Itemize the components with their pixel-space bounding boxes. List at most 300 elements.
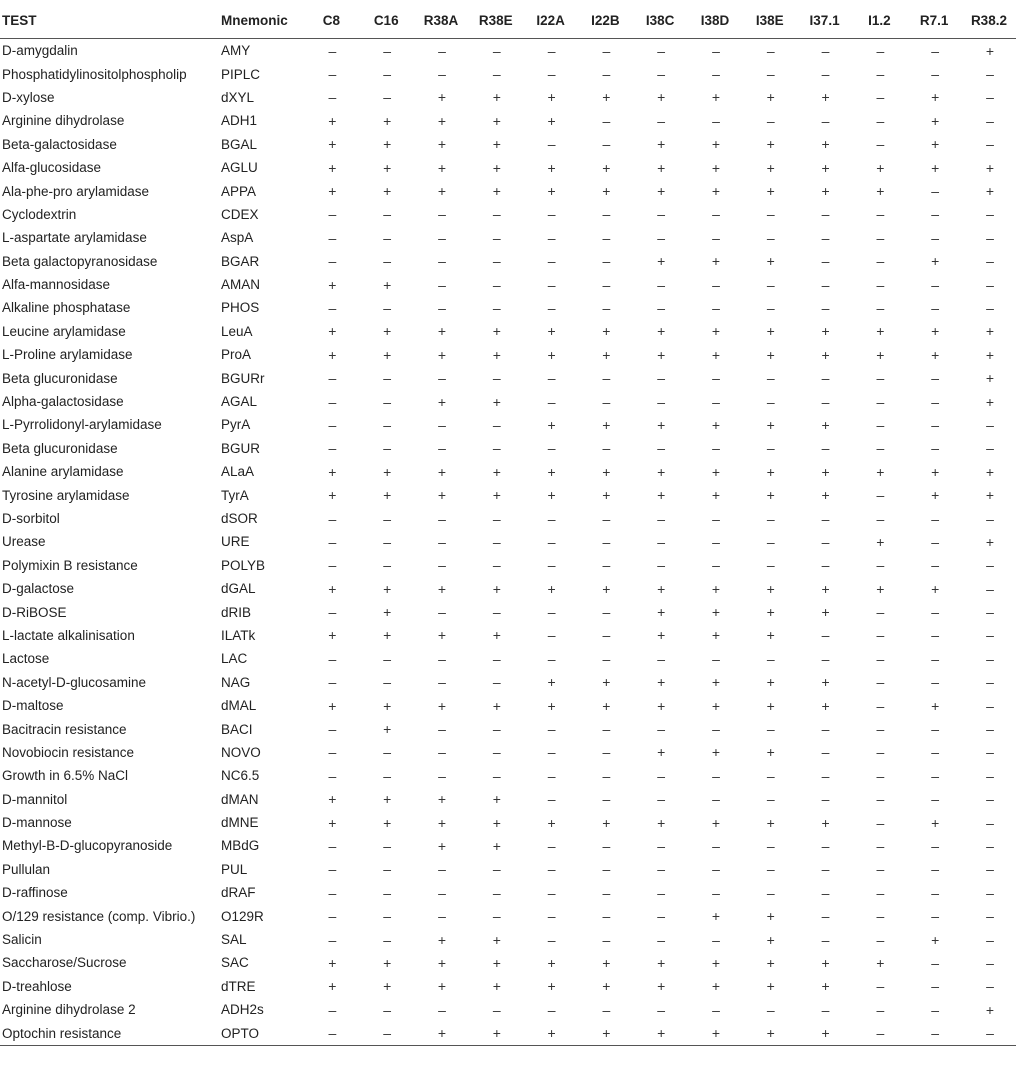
result-cell: + [602,580,611,597]
result-cell: + [985,533,995,550]
result-cell: + [437,954,447,971]
result-cell: – [712,299,720,316]
test-name-cell: Alfa-mannosidase [2,277,111,293]
result-cell: + [657,978,666,995]
result-cell: + [437,112,447,129]
mnemonic-cell: ALaA [221,464,255,480]
test-name-cell: N-acetyl-D-glucosamine [2,674,147,690]
result-cell: + [547,580,556,597]
result-cell: – [712,370,720,387]
result-cell: – [931,533,940,550]
result-cell: – [328,1001,337,1018]
result-cell: + [742,1021,797,1045]
result-cell: – [766,370,775,387]
result-cell: – [602,861,611,878]
result-cell: + [328,463,337,480]
result-cell: – [712,791,720,808]
result-cell: + [492,89,501,106]
test-name-cell: D-RiBOSE [2,604,67,620]
result-cell: + [821,697,830,714]
result-cell: – [657,66,666,83]
result-cell: – [986,112,994,129]
result-cell: – [766,66,775,83]
result-cell: + [876,183,885,200]
result-cell: – [712,931,720,948]
result-cell: – [821,557,830,574]
result-cell: – [492,721,501,738]
result-cell: + [383,604,392,621]
result-cell: – [986,440,994,457]
result-cell: + [821,580,830,597]
result-cell: + [876,346,885,363]
result-cell: – [547,837,556,854]
result-cell: + [437,159,447,176]
mnemonic-cell: PHOS [221,300,260,316]
mnemonic-cell: AMAN [221,277,261,293]
result-cell: + [328,159,337,176]
result-cell: + [547,346,556,363]
result-cell: + [711,89,721,106]
result-cell: – [438,767,446,784]
result-cell: + [492,627,501,644]
result-cell: – [986,791,994,808]
result-cell: + [657,744,666,761]
result-cell: – [492,229,501,246]
result-cell: – [821,908,830,925]
result-cell: + [437,393,447,410]
mnemonic-cell: dMAL [221,698,257,714]
result-cell: – [438,253,446,270]
result-cell: – [931,744,940,761]
result-cell: + [931,323,940,340]
result-cell: + [547,159,556,176]
table-row [0,507,1016,530]
result-cell: – [931,604,940,621]
result-cell: – [383,931,392,948]
result-cell: – [876,42,885,59]
result-cell: + [492,487,501,504]
result-cell: – [962,1021,1016,1045]
result-cell: – [438,299,446,316]
result-cell: – [438,440,446,457]
result-cell: – [876,393,885,410]
result-cell: – [383,416,392,433]
result-cell: – [986,510,994,527]
result-cell: – [328,253,337,270]
result-cell: – [438,721,446,738]
result-cell: + [492,931,501,948]
result-cell: – [657,393,666,410]
result-cell: – [602,370,611,387]
result-cell: – [383,393,392,410]
result-cell: – [876,112,885,129]
result-cell: – [821,510,830,527]
result-cell: – [438,416,446,433]
result-cell: – [876,674,885,691]
result-cell: – [547,931,556,948]
result-cell: + [766,487,775,504]
result-cell: – [712,861,720,878]
result-cell: + [821,159,830,176]
result-cell: – [821,229,830,246]
result-cell: – [876,744,885,761]
result-cell: – [931,510,940,527]
result-cell: – [876,557,885,574]
result-cell: – [492,674,501,691]
result-cell: – [547,650,556,667]
result-cell: + [492,346,501,363]
result-cell: – [328,393,337,410]
result-cell: – [328,440,337,457]
result-cell: – [602,721,611,738]
result-cell: – [602,791,611,808]
result-cell: – [492,510,501,527]
result-cell: – [986,744,994,761]
result-cell: – [383,66,392,83]
result-cell: + [931,112,940,129]
result-cell: – [602,557,611,574]
result-cell: + [931,159,940,176]
result-cell: – [986,908,994,925]
result-cell: – [383,908,392,925]
result-cell: – [821,253,830,270]
result-cell: – [547,206,556,223]
result-cell: – [383,370,392,387]
result-cell: – [492,206,501,223]
test-name-cell: O/129 resistance (comp. Vibrio.) [2,908,196,924]
result-cell: – [876,697,885,714]
test-name-cell: Pullulan [2,861,51,877]
result-cell: – [438,884,446,901]
result-cell: – [438,557,446,574]
table-row [0,296,1016,319]
result-cell: – [438,229,446,246]
result-cell: + [602,346,611,363]
result-cell: – [821,627,830,644]
result-cell: – [602,884,611,901]
result-cell: + [821,416,830,433]
result-cell: + [876,580,885,597]
result-cell: – [657,299,666,316]
mnemonic-cell: SAC [221,955,249,971]
result-cell: – [712,440,720,457]
result-cell: + [766,627,775,644]
result-cell: – [876,66,885,83]
result-cell: – [986,206,994,223]
result-cell: + [711,323,721,340]
result-cell: – [328,533,337,550]
result-cell: + [383,627,392,644]
table-row [0,460,1016,483]
mnemonic-cell: O129R [221,908,264,924]
result-cell: + [437,487,447,504]
table-row [0,764,1016,787]
column-header: I38E [742,6,797,39]
result-cell: – [931,791,940,808]
result-cell: + [657,89,666,106]
result-cell: – [492,66,501,83]
result-cell: + [876,954,885,971]
mnemonic-cell: BGURr [221,370,265,386]
result-cell: – [383,744,392,761]
result-cell: + [657,159,666,176]
result-cell: + [766,323,775,340]
table-row [0,717,1016,740]
result-cell: – [328,908,337,925]
result-cell: – [712,393,720,410]
result-cell: – [438,276,446,293]
test-name-cell: L-aspartate arylamidase [2,230,147,246]
result-cell: – [657,861,666,878]
result-cell: – [712,884,720,901]
result-cell: – [383,650,392,667]
result-cell: – [492,416,501,433]
result-cell: – [328,206,337,223]
mnemonic-cell: AMY [221,43,251,59]
result-cell: – [438,861,446,878]
column-header: TEST [0,6,219,39]
result-cell: + [633,1021,688,1045]
result-cell: – [492,650,501,667]
result-cell: + [437,183,447,200]
result-cell: + [547,463,556,480]
result-cell: + [931,463,940,480]
result-cell: + [985,183,995,200]
result-cell: – [986,861,994,878]
result-cell: – [657,557,666,574]
result-cell: – [438,1001,446,1018]
result-cell: + [492,837,501,854]
result-cell: + [328,112,337,129]
result-cell: + [931,697,940,714]
mnemonic-cell: dSOR [221,511,258,526]
result-cell: + [821,463,830,480]
result-cell: – [766,1001,775,1018]
mnemonic-cell: dMAN [221,791,259,807]
result-cell: – [821,837,830,854]
result-cell: – [492,299,501,316]
result-cell: – [657,837,666,854]
mnemonic-cell: NAG [221,674,251,690]
test-name-cell: Beta galactopyranosidase [2,253,158,269]
result-cell: + [821,814,830,831]
table-row [0,483,1016,506]
result-cell: – [602,931,611,948]
result-cell: – [876,814,885,831]
result-cell: – [876,487,885,504]
result-cell: – [602,229,611,246]
result-cell: – [383,229,392,246]
result-cell: – [602,206,611,223]
result-cell: + [383,954,392,971]
result-cell: – [712,510,720,527]
result-cell: – [766,884,775,901]
result-cell: – [986,299,994,316]
result-cell: + [383,791,392,808]
test-name-cell: Alanine arylamidase [2,464,124,480]
table-row [0,39,1016,63]
result-cell: – [657,42,666,59]
result-cell: – [657,112,666,129]
mnemonic-cell: MBdG [221,838,260,854]
test-name-cell: Salicin [2,932,42,948]
result-cell: – [657,533,666,550]
result-cell: – [492,604,501,621]
result-cell: + [437,814,447,831]
test-name-cell: Urease [2,534,46,550]
result-cell: – [383,42,392,59]
result-cell: + [766,463,775,480]
result-cell: – [602,1001,611,1018]
result-cell: – [907,1021,962,1045]
result-cell: + [547,954,556,971]
test-name-cell: D-sorbitol [2,511,60,526]
mnemonic-cell: NC6.5 [221,768,260,784]
table-row [0,366,1016,389]
result-cell: + [383,721,392,738]
result-cell: – [438,66,446,83]
result-cell: – [876,253,885,270]
result-cell: – [547,627,556,644]
table-row [0,62,1016,85]
result-cell: – [986,978,994,995]
result-cell: – [876,791,885,808]
result-cell: – [602,650,611,667]
result-cell: – [602,627,611,644]
mnemonic-cell: ADH2s [221,1002,264,1018]
result-cell: – [876,884,885,901]
result-cell: – [986,767,994,784]
result-cell: – [547,370,556,387]
result-cell: + [383,276,392,293]
result-cell: + [931,89,940,106]
result-cell: + [711,136,721,153]
result-cell: + [492,112,501,129]
result-cell: + [328,814,337,831]
result-cell: + [711,978,721,995]
column-header: I37.1 [797,6,852,39]
result-cell: – [821,299,830,316]
test-name-cell: Lactose [2,651,50,667]
result-cell: + [766,674,775,691]
test-name-cell: L-Pyrrolidonyl-arylamidase [2,417,162,433]
result-cell: – [986,931,994,948]
column-header: C16 [359,6,414,39]
mnemonic-cell: dRIB [221,604,252,620]
result-cell: + [931,136,940,153]
test-name-cell: L-lactate alkalinisation [2,627,135,643]
mnemonic-cell: PyrA [221,417,251,433]
result-cell: – [876,721,885,738]
result-cell: – [766,206,775,223]
test-name-cell: Tyrosine arylamidase [2,487,130,503]
test-name-cell: D-raffinose [2,885,68,901]
result-cell: – [931,721,940,738]
result-cell: – [931,183,940,200]
test-name-cell: Bacitracin resistance [2,721,127,737]
result-cell: + [328,346,337,363]
result-cell: – [821,66,830,83]
result-cell: + [766,978,775,995]
result-cell: – [492,440,501,457]
table-row [0,904,1016,927]
result-cell: – [931,954,940,971]
result-cell: – [821,861,830,878]
result-cell: – [492,744,501,761]
result-cell: – [547,136,556,153]
column-header: C8 [304,6,359,39]
result-cell: + [492,183,501,200]
table-row [0,156,1016,179]
result-cell: – [986,837,994,854]
table-row [0,343,1016,366]
result-cell: + [523,1021,578,1045]
result-cell: – [657,510,666,527]
result-cell: – [438,533,446,550]
result-cell: + [821,674,830,691]
result-cell: – [657,791,666,808]
result-cell: + [711,253,721,270]
result-cell: + [985,42,995,59]
result-cell: + [766,604,775,621]
result-cell: – [492,908,501,925]
result-cell: – [766,650,775,667]
result-cell: – [602,276,611,293]
result-cell: – [492,42,501,59]
mnemonic-cell: ILATk [221,627,256,643]
result-cell: – [876,861,885,878]
result-cell: – [821,744,830,761]
result-cell: – [821,206,830,223]
result-cell: – [986,136,994,153]
result-cell: – [931,674,940,691]
test-name-cell: D-maltose [2,698,64,714]
result-cell: + [766,697,775,714]
result-cell: – [876,1001,885,1018]
result-cell: – [766,276,775,293]
result-cell: + [492,954,501,971]
table-row [0,577,1016,600]
result-cell: + [985,487,995,504]
result-cell: + [985,1001,995,1018]
column-header: I38D [688,6,743,39]
result-cell: – [986,66,994,83]
result-cell: + [492,136,501,153]
mnemonic-cell: ProA [221,347,252,363]
test-name-cell: Beta glucuronidase [2,370,118,386]
result-cell: – [328,557,337,574]
result-cell: – [986,627,994,644]
mnemonic-cell: APPA [221,183,257,199]
result-cell: – [876,299,885,316]
mnemonic-cell: SAL [221,932,247,948]
result-cell: + [766,416,775,433]
result-cell: + [931,931,940,948]
result-cell: + [437,323,447,340]
test-results-table [0,6,1016,1046]
result-cell: – [821,393,830,410]
result-cell: + [547,89,556,106]
result-cell: – [986,884,994,901]
result-cell: + [547,323,556,340]
table-row [0,834,1016,857]
result-cell: – [986,89,994,106]
result-cell: – [492,557,501,574]
result-cell: – [876,908,885,925]
result-cell: – [986,650,994,667]
result-cell: – [492,861,501,878]
test-name-cell: Alpha-galactosidase [2,394,124,410]
